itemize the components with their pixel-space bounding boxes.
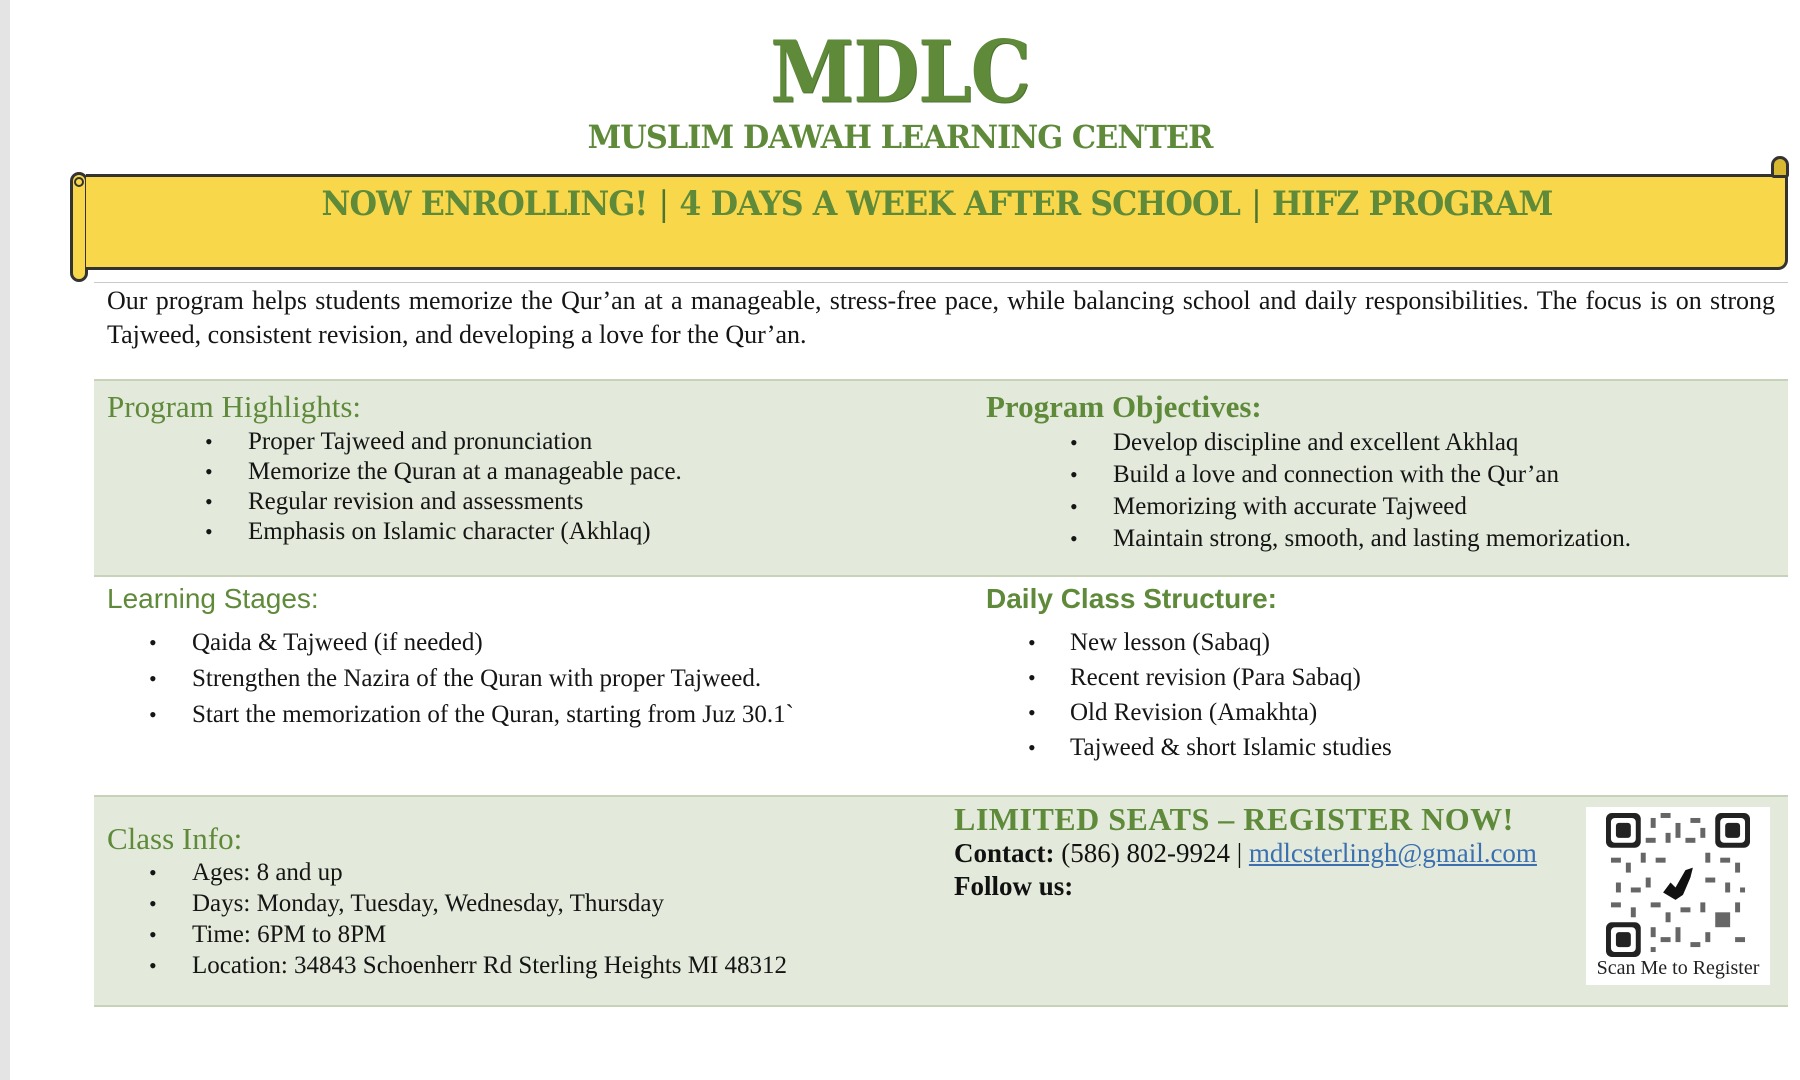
- bullet-icon: •: [1028, 665, 1036, 690]
- list-item: • Memorizing with accurate Tajweed: [986, 491, 1776, 523]
- bullet-icon: •: [149, 702, 157, 727]
- qr-caption: Scan Me to Register: [1596, 957, 1760, 979]
- qr-code-icon[interactable]: [1606, 813, 1750, 957]
- limited-seats-headline: LIMITED SEATS – REGISTER NOW!: [954, 801, 1514, 837]
- bullet-icon: •: [149, 630, 157, 655]
- follow-us-label: Follow us:: [954, 871, 1074, 901]
- list-item: • Start the memorization of the Quran, starting from Juz 30.1`: [107, 697, 967, 733]
- list-item: • Maintain strong, smooth, and lasting memorization.: [986, 523, 1776, 555]
- contact-line: [954, 838, 1654, 869]
- list-item: • Recent revision (Para Sabaq): [986, 660, 1776, 695]
- highlights-objectives-section: [94, 379, 1788, 577]
- learning-stages: [107, 583, 967, 733]
- banner-separator: |: [658, 184, 669, 224]
- list-item: • Ages: 8 and up: [149, 859, 343, 886]
- list-item: • Emphasis on Islamic character (Akhlaq): [205, 518, 651, 545]
- bullet-icon: •: [205, 519, 213, 544]
- list-item: • Location: 34843 Schoenherr Rd Sterling Heights MI 48312: [149, 952, 788, 979]
- bullet-icon: •: [205, 459, 213, 484]
- list-item: • Strengthen the Nazira of the Quran with proper Tajweed.: [107, 661, 967, 697]
- daily-class-structure: [986, 583, 1776, 765]
- banner-text: [146, 184, 1729, 224]
- stages-structure-section: [94, 577, 1788, 795]
- scroll-roll-right: [1771, 156, 1789, 178]
- program-highlights: [107, 389, 967, 547]
- page-title: MDLC: [770, 22, 1030, 122]
- bullet-icon: •: [1070, 494, 1078, 519]
- bullet-icon: •: [1070, 462, 1078, 487]
- banner-separator: |: [1251, 184, 1261, 224]
- registration-info: [954, 801, 1654, 902]
- bullet-icon: •: [1070, 526, 1078, 551]
- program-objectives: [986, 389, 1776, 555]
- banner-program: HIFZ PROGRAM: [1271, 184, 1553, 224]
- section-heading: Daily Class Structure:: [986, 583, 1277, 614]
- list-item: • Days: Monday, Tuesday, Wednesday, Thursday: [149, 890, 665, 917]
- section-heading: Program Objectives:: [986, 389, 1262, 424]
- list-item: • Develop discipline and excellent Akhlaq: [986, 427, 1776, 459]
- bullet-icon: •: [1028, 735, 1036, 760]
- list-item: • Regular revision and assessments: [205, 488, 584, 515]
- list-item: • Qaida & Tajweed (if needed): [107, 625, 967, 661]
- contact-label: Contact:: [954, 838, 1055, 868]
- follow-us: [954, 871, 1654, 902]
- divider: [94, 282, 1788, 283]
- banner-enrolling: NOW ENROLLING!: [321, 184, 648, 224]
- banner-schedule: 4 DAYS A WEEK AFTER SCHOOL: [679, 184, 1240, 224]
- list-item: • Proper Tajweed and pronunciation: [205, 428, 593, 455]
- section-heading: Program Highlights:: [107, 389, 362, 424]
- bullet-icon: •: [205, 489, 213, 514]
- bullet-icon: •: [149, 953, 157, 978]
- contact-divider: |: [1236, 838, 1243, 868]
- bullet-icon: •: [1070, 430, 1078, 455]
- bullet-icon: •: [1028, 630, 1036, 655]
- bullet-icon: •: [1028, 700, 1036, 725]
- bullet-icon: •: [149, 891, 157, 916]
- class-info: [107, 821, 967, 981]
- page-subtitle: MUSLIM DAWAH LEARNING CENTER: [587, 118, 1213, 156]
- list-item: • Tajweed & short Islamic studies: [986, 730, 1776, 765]
- qr-register-box[interactable]: [1586, 807, 1770, 985]
- list-item: • Old Revision (Amakhta): [986, 695, 1776, 730]
- intro-paragraph: Our program helps students memorize the Qur’an at a manageable, stress-free pace, while balancing school and daily responsibilities. The focus is on strong Tajweed, consistent revision, and developing a love for the Qur’an.: [107, 286, 1775, 349]
- section-heading: Class Info:: [107, 821, 243, 856]
- bullet-icon: •: [205, 429, 213, 454]
- bullet-icon: •: [149, 922, 157, 947]
- list-item: • Build a love and connection with the Qur’an: [986, 459, 1776, 491]
- list-item: • Memorize the Quran at a manageable pace.: [205, 458, 682, 485]
- class-info-section: [94, 795, 1788, 1007]
- email-link[interactable]: mdlcsterlingh@gmail.com: [1248, 838, 1537, 868]
- section-heading: Learning Stages:: [107, 583, 319, 614]
- bullet-icon: •: [149, 860, 157, 885]
- list-item: • Time: 6PM to 8PM: [149, 921, 387, 948]
- bullet-icon: •: [149, 666, 157, 691]
- list-item: • New lesson (Sabaq): [986, 625, 1776, 660]
- left-margin-strip: [0, 0, 10, 1080]
- phone-number: (586) 802-9924: [1061, 838, 1230, 868]
